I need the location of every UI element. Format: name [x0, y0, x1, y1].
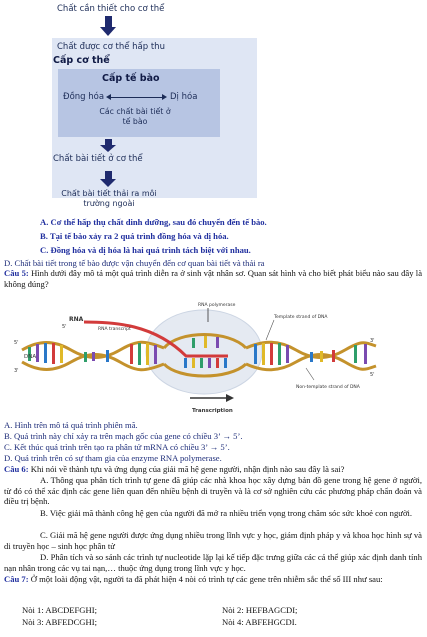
arrow-down-icon — [100, 27, 116, 36]
non-template-strand-label: Non-template strand of DNA — [296, 385, 360, 390]
transcription-label: Transcription — [192, 408, 233, 414]
q7-text: Ở một loài động vật, người ta đã phát hiện 4 nòi có trình tự các gene trên nhiễm sắc thể số III như sau: — [30, 574, 383, 584]
q5-text: Hình dưới đây mô tả một quá trình diễn ra ở sinh vật nhân sơ. Quan sát hình và cho biết phát biểu nào sau đây là không đúng? — [4, 268, 423, 289]
transcription-arrow-head — [226, 394, 234, 402]
q5-stem — [4, 268, 422, 289]
double-arrow-icon — [108, 97, 164, 98]
diagram-top-label: Chất cần thiết cho cơ thể — [57, 4, 165, 14]
q7-strain-3: Nòi 3: ABFEDCGHI; — [22, 617, 97, 627]
q6-stem — [4, 464, 344, 475]
assimilation-label: Đồng hóa — [63, 92, 105, 102]
dna-5prime-right: 5' — [370, 372, 375, 378]
absorbed-label: Chất được cơ thể hấp thu — [57, 42, 165, 52]
q7-strain-4: Nòi 4: ABFEHGCDI. — [222, 617, 297, 627]
metabolism-diagram — [52, 0, 352, 212]
q6-option-c-text: C. Giải mã hệ gene người được ứng dụng nhiều trong lĩnh vực y học, giám định pháp y và khoa học hình sự và di truyền học – sinh học phân tử — [4, 530, 422, 551]
arrow-left-head — [106, 94, 111, 100]
q6-option-c — [4, 530, 422, 551]
q6-option-d-text: D. Phân tích và so sánh các trình tự nucleotide lặp lại kế tiếp đặc trưng giữa các cá thể giúp xác định danh tính nạn nhân trong các vụ tai nạn,… thuộc ứng dụng trong lĩnh vực y học. — [4, 552, 422, 573]
cell-waste-label: Các chất bài tiết ở tế bào — [99, 107, 171, 126]
q6-option-b — [4, 508, 422, 519]
arrow-right-head — [162, 94, 167, 100]
body-waste-label: Chất bài tiết ở cơ thể — [53, 154, 143, 164]
q5-option-d: D. Quá trình trên có sự tham gia của enzyme RNA polymerase. — [4, 453, 222, 463]
rna-polymerase-bubble — [146, 310, 262, 394]
q6-option-a — [4, 475, 422, 507]
q4-option-a: A. Cơ thể hấp thụ chất dinh dưỡng, sau đó chuyển đến tế bào. — [40, 217, 267, 227]
q5-option-a: A. Hình trên mô tả quá trình phiên mã. — [4, 420, 138, 430]
q6-option-a-text: A. Thông qua phân tích trình tự gene đã giúp các nhà khoa học xây dựng bản đồ gene trong hệ gene ở người, từ đó có thể xác định các gene liên quan đến nhiều bệnh di truyền và là cơ sở nghiên cứu các phương pháp chẩn đoán và điều trị bệnh. — [4, 475, 422, 507]
body-level-title: Cấp cơ thể — [53, 55, 110, 66]
q6-option-b-text: B. Việc giải mã thành công hệ gen của người đã mở ra nhiều triển vọng trong chăm sóc sức khoẻ con người. — [40, 508, 413, 518]
q7-strain-1: Nòi 1: ABCDEFGHI; — [22, 605, 97, 615]
arrow-down-icon — [100, 179, 116, 187]
q5-option-c: C. Kết thúc quá trình trên tạo ra phân tử mRNA có chiều 3’ → 5’. — [4, 442, 230, 452]
dissimilation-label: Dị hóa — [170, 92, 198, 102]
cell-level-title: Cấp tế bào — [102, 73, 160, 84]
q5-label: Câu 5: — [4, 268, 29, 278]
excreted-label: Chất bài tiết thải ra môi trường ngoài — [61, 189, 157, 208]
non-template-pointer — [306, 368, 314, 380]
q4-option-b: B. Tại tế bào xảy ra 2 quá trình đồng hóa và dị hóa. — [40, 231, 229, 241]
arrow-down-icon — [100, 145, 116, 152]
q4-option-d: D. Chất bài tiết trong tế bào được vận chuyển đến cơ quan bài tiết và thải ra — [4, 258, 265, 268]
q6-option-d — [4, 552, 422, 573]
transcription-svg — [14, 300, 380, 416]
dna-label: DNA — [24, 354, 37, 360]
rnap-label: RNA polymerase — [198, 303, 236, 308]
template-strand-label: Template strand of DNA — [274, 315, 328, 320]
q7-strain-2: Nòi 2: HEFBAGCDI; — [222, 605, 298, 615]
rna-5prime-label: 5' — [62, 324, 67, 330]
base-pairs-left — [28, 343, 157, 365]
template-pointer — [266, 320, 274, 340]
q7-label: Câu 7: — [4, 574, 29, 584]
dna-5prime-left: 5' — [14, 340, 19, 346]
q5-option-b: B. Quá trình này chỉ xảy ra trên mạch gốc của gene có chiều 3’ → 5’. — [4, 431, 243, 441]
rna-transcript-label: RNA transcript — [98, 327, 131, 332]
transcription-figure — [14, 300, 380, 416]
q7-stem — [4, 574, 422, 585]
q6-text: Khi nói về thành tựu và ứng dụng của giải mã hệ gene người, nhận định nào sau đây là sai? — [30, 464, 345, 474]
dna-3prime-left: 3' — [14, 368, 19, 374]
q4-option-c: C. Đồng hóa và dị hóa là hai quá trình tách biệt với nhau. — [40, 245, 251, 255]
dna-3prime-right: 3' — [370, 338, 375, 344]
rna-label: RNA — [69, 316, 84, 323]
q6-label: Câu 6: — [4, 464, 29, 474]
